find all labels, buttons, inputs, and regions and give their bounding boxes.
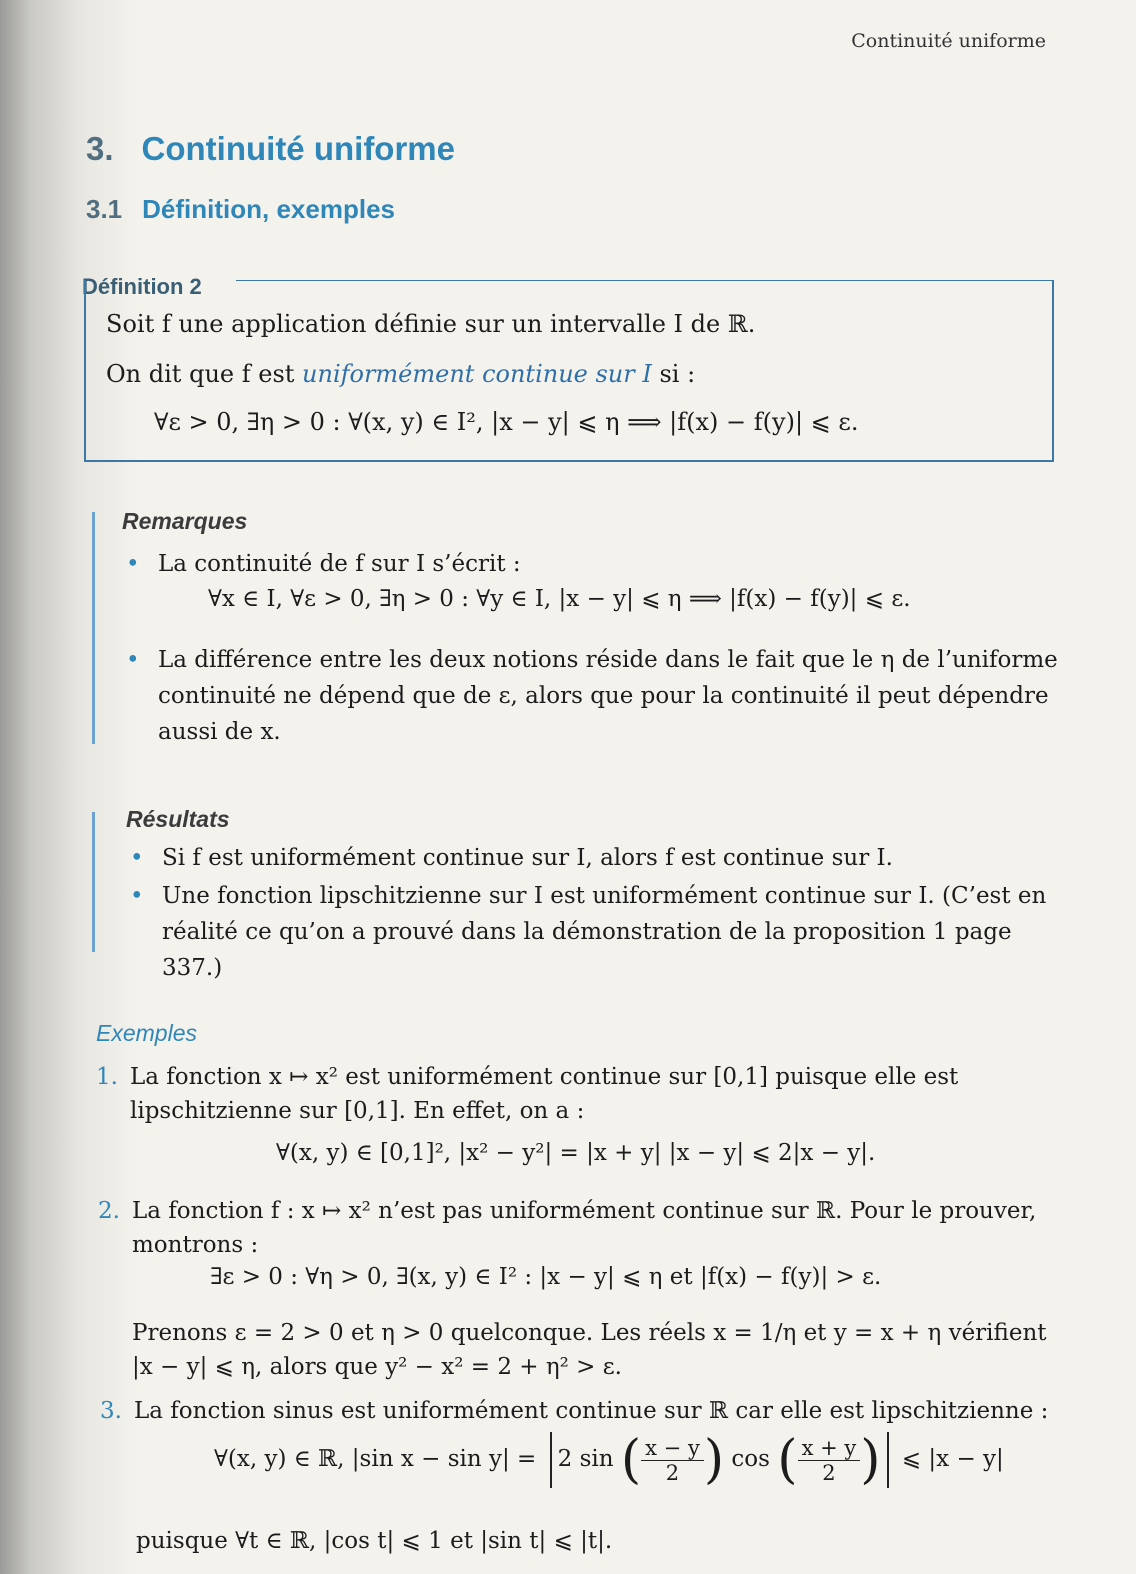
examples-title: Exemples: [96, 1020, 197, 1046]
chapter-title: Continuité uniforme: [141, 130, 455, 167]
example-3-text: La fonction sinus est uniformément continue sur ℝ car elle est lipschitzienne :: [134, 1398, 1049, 1424]
definition-label: Définition 2: [82, 274, 202, 299]
example-3-continuation: puisque ∀t ∈ ℝ, |cos t| ⩽ 1 et |sin t| ⩽ |t|.: [136, 1528, 613, 1554]
example-3-number: 3.: [100, 1398, 122, 1424]
fraction-2-numerator: x + y: [798, 1436, 861, 1461]
running-header: Continuité uniforme: [851, 30, 1046, 52]
remark-item-1-formula: ∀x ∈ I, ∀ε > 0, ∃η > 0 : ∀y ∈ I, |x − y| ⩽ η ⟹ |f(x) − f(y)| ⩽ ε.: [208, 586, 911, 612]
result-item-1: [130, 840, 1072, 876]
example-2-continuation: Prenons ε = 2 > 0 et η > 0 quelconque. Les réels x = 1/η et y = x + η vérifient |x − y| ⩽ η, alors que y² − x² = 2 + η² > ε.: [132, 1320, 1047, 1380]
definition-box: [84, 280, 1054, 462]
results-title: Résultats: [126, 806, 230, 832]
section-number: 3.1: [86, 194, 123, 224]
example-1-text: La fonction x ↦ x² est uniformément continue sur [0,1] puisque elle est lipschitzienne sur [0,1]. En effet, on a :: [130, 1064, 959, 1124]
remarks-sidebar: [92, 512, 95, 744]
definition-term: uniformément continue sur I: [302, 360, 652, 388]
bullet-icon: •: [130, 845, 144, 871]
bullet-icon: •: [126, 551, 140, 577]
fraction-2: [798, 1436, 861, 1485]
result-item-2: [130, 878, 1062, 986]
chapter-number: 3.: [86, 130, 114, 167]
paren-open-2: (: [777, 1430, 798, 1490]
result-item-2-text: Une fonction lipschitzienne sur I est uniformément continue sur I. (C’est en réalité ce qu’on a prouvé dans la démonstration de la proposition 1 page 337.): [162, 883, 1047, 981]
definition-line-2-suffix: si :: [651, 360, 696, 388]
two-sin: 2 sin: [557, 1446, 614, 1472]
formula-left: ∀(x, y) ∈ ℝ, |sin x − sin y| =: [214, 1446, 537, 1472]
example-2-text: La fonction f : x ↦ x² n’est pas uniformément continue sur ℝ. Pour le prouver, montrons :: [132, 1198, 1037, 1258]
section-title: Définition, exemples: [142, 194, 395, 224]
chapter-heading: [86, 130, 455, 168]
fraction-1: [641, 1436, 704, 1485]
remarks-title: Remarques: [122, 508, 248, 534]
paren-close-2: ): [860, 1430, 881, 1490]
example-1: [96, 1060, 1065, 1128]
result-item-1-text: Si f est uniformément continue sur I, alors f est continue sur I.: [162, 845, 893, 871]
section-heading: [86, 194, 395, 225]
remark-item-1-text: La continuité de f sur I s’écrit :: [158, 551, 521, 577]
example-2-formula: ∃ε > 0 : ∀η > 0, ∃(x, y) ∈ I² : |x − y| ⩽ η et |f(x) − f(y)| > ε.: [210, 1264, 882, 1290]
abs-bar-right: [887, 1432, 889, 1488]
fraction-1-denominator: 2: [665, 1460, 680, 1485]
remark-item-2-text: La différence entre les deux notions réside dans le fait que le η de l’uniforme continuité ne dépend que de ε, alors que pour la continuité il peut dépendre aussi de x.: [158, 647, 1058, 745]
formula-right: ⩽ |x − y|: [901, 1446, 1004, 1472]
remark-item-1: [126, 546, 1068, 582]
abs-bar-left: [550, 1432, 552, 1488]
results-sidebar: [92, 812, 95, 952]
definition-line-2-prefix: On dit que f est: [106, 360, 303, 388]
paren-open: (: [620, 1430, 642, 1490]
definition-line-1: Soit f une application définie sur un intervalle I de ℝ.: [106, 310, 756, 338]
bullet-icon: •: [126, 647, 140, 673]
example-2-number: 2.: [98, 1198, 120, 1224]
fraction-2-denominator: 2: [822, 1460, 836, 1485]
paren-close: ): [703, 1430, 725, 1490]
definition-line-2: [106, 360, 695, 388]
fraction-1-numerator: x − y: [641, 1436, 704, 1461]
example-2: [98, 1194, 1067, 1262]
example-3: [100, 1394, 1069, 1428]
bullet-icon: •: [130, 883, 144, 909]
definition-formula: ∀ε > 0, ∃η > 0 : ∀(x, y) ∈ I², |x − y| ⩽ η ⟹ |f(x) − f(y)| ⩽ ε.: [154, 408, 859, 436]
example-1-number: 1.: [96, 1064, 118, 1090]
cos: cos: [731, 1446, 770, 1472]
example-3-formula: [214, 1430, 1004, 1490]
remark-item-2: [126, 642, 1058, 750]
example-1-formula: ∀(x, y) ∈ [0,1]², |x² − y²| = |x + y| |x − y| ⩽ 2|x − y|.: [276, 1140, 876, 1166]
